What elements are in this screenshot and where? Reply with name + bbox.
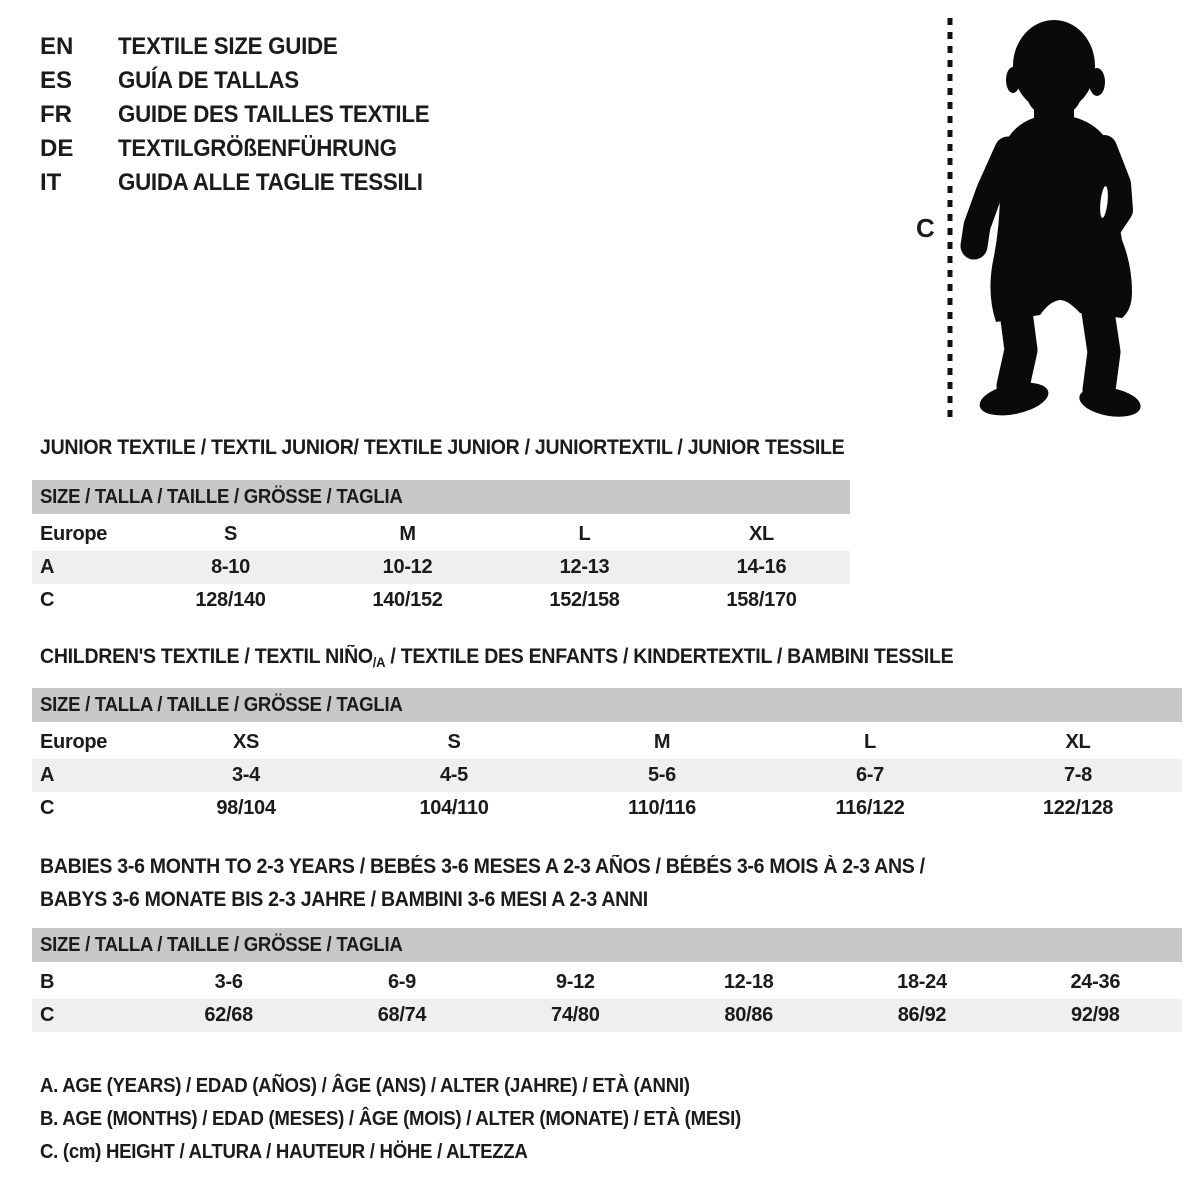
measurement-legend [40,1070,794,1169]
table-cell: 80/86 [724,1004,773,1026]
children-title-text [40,645,953,670]
size-header-label: SIZE / TALLA / TAILLE / GRÖSSE / TAGLIA [40,486,403,508]
table-row-height [32,584,850,617]
table-cell: 9-12 [555,971,595,993]
table-cell: 7-8 [1063,764,1092,786]
language-code: FR [40,101,72,128]
babies-title-line2-wrap [40,883,991,916]
language-code: DE [40,135,74,162]
table-cell: 122/128 [1042,797,1114,819]
babies-section-title [40,850,991,916]
table-cell: 6-7 [855,764,884,786]
table-row-height [32,792,1182,825]
table-cell: 98/104 [216,797,276,819]
children-size-table [32,688,1182,825]
table-row-europe [32,726,1182,759]
table-cell: 4-5 [439,764,468,786]
baby-height-figure-icon [880,0,1200,430]
legend-text: C. (cm) HEIGHT / ALTURA / HAUTEUR / HÖHE / ALTEZZA [40,1141,528,1163]
children-section-title [40,645,1022,670]
legend-line-c [40,1136,794,1169]
row-label: A [40,556,55,578]
table-cell: XL [749,523,774,545]
row-label: C [40,589,55,611]
babies-title-line2: BABYS 3-6 MONATE BIS 2-3 JAHRE / BAMBINI 3-6 MESI A 2-3 ANNI [40,888,648,911]
row-label: C [40,1004,55,1026]
table-cell: 3-4 [231,764,260,786]
table-cell: 12-13 [559,556,610,578]
row-label: Europe [40,731,108,753]
legend-line-b [40,1103,794,1136]
table-cell: 6-9 [387,971,416,993]
row-label: Europe [40,523,108,545]
legend-text: B. AGE (MONTHS) / EDAD (MESES) / ÂGE (MOIS) / ALTER (MONATE) / ETÀ (MESI) [40,1108,741,1130]
table-cell: S [447,731,461,753]
table-cell: 12-18 [723,971,774,993]
language-label: GUIDE DES TAILLES TEXTILE [118,101,430,128]
table-cell: S [223,523,238,545]
language-label: TEXTILGRÖßENFÜHRUNG [118,135,397,162]
table-cell: 62/68 [204,1004,253,1026]
table-cell: L [864,731,876,753]
table-cell: 24-36 [1070,971,1121,993]
table-cell: 140/152 [372,589,443,611]
language-row [40,30,453,64]
table-cell: L [578,523,591,545]
size-header-bar [32,688,1182,722]
table-cell: 152/158 [549,589,620,611]
language-row [40,132,453,166]
table-cell: 3-6 [214,971,243,993]
table-cell: M [399,523,416,545]
language-label: GUÍA DE TALLAS [118,67,299,94]
language-code: IT [40,169,62,196]
language-row [40,98,453,132]
babies-size-table [32,928,1182,1032]
row-label: B [40,971,55,993]
children-title-post: / TEXTILE DES ENFANTS / KINDERTEXTIL / BAMBINI TESSILE [385,645,954,668]
size-header-label: SIZE / TALLA / TAILLE / GRÖSSE / TAGLIA [40,934,403,956]
table-cell: 5-6 [647,764,676,786]
table-cell: 110/116 [628,797,696,819]
row-label: C [40,797,55,819]
table-cell: 86/92 [897,1004,947,1026]
table-cell: 10-12 [382,556,433,578]
legend-text: A. AGE (YEARS) / EDAD (AÑOS) / ÂGE (ANS) / ALTER (JAHRE) / ETÀ (ANNI) [40,1075,690,1097]
table-row-age-months [32,966,1182,999]
language-label: GUIDA ALLE TAGLIE TESSILI [118,169,423,196]
language-code: EN [40,33,74,60]
children-title-sub: /A [372,654,386,670]
table-row-age [32,759,1182,792]
junior-title-text: JUNIOR TEXTILE / TEXTIL JUNIOR/ TEXTILE JUNIOR / JUNIORTEXTIL / JUNIOR TESSILE [40,436,845,459]
language-row [40,64,453,98]
row-label: A [40,764,55,786]
size-header-bar [32,480,850,514]
junior-size-table [32,480,850,617]
legend-line-a [40,1070,794,1103]
junior-section-title [40,436,905,460]
table-cell: XL [1065,731,1091,753]
table-cell: 158/170 [726,589,797,611]
table-cell: 104/110 [419,797,489,819]
table-cell: 92/98 [1071,1004,1120,1026]
table-row-europe [32,518,850,551]
baby-silhouette-icon [974,20,1143,421]
table-cell: 18-24 [897,971,947,993]
table-row-age [32,551,850,584]
table-cell: 68/74 [377,1004,427,1026]
table-cell: M [653,731,671,753]
height-measure-label: C [916,213,935,243]
table-cell: 74/80 [551,1004,600,1026]
children-title-pre: CHILDREN'S TEXTILE / TEXTIL NIÑO [40,645,373,668]
table-cell: 8-10 [211,556,250,578]
language-list [40,30,453,200]
table-cell: 116/122 [835,797,905,819]
table-cell: 128/140 [195,589,266,611]
language-label: TEXTILE SIZE GUIDE [118,33,338,60]
babies-title-line1-wrap [40,850,991,883]
table-cell: XS [232,731,260,753]
table-row-height [32,999,1182,1032]
babies-title-line1: BABIES 3-6 MONTH TO 2-3 YEARS / BEBÉS 3-6 MESES A 2-3 AÑOS / BÉBÉS 3-6 MOIS À 2-3 ANS / [40,855,925,878]
language-code: ES [40,67,73,94]
language-row [40,166,453,200]
size-header-bar [32,928,1182,962]
table-cell: 14-16 [736,556,787,578]
size-header-label: SIZE / TALLA / TAILLE / GRÖSSE / TAGLIA [40,694,403,716]
